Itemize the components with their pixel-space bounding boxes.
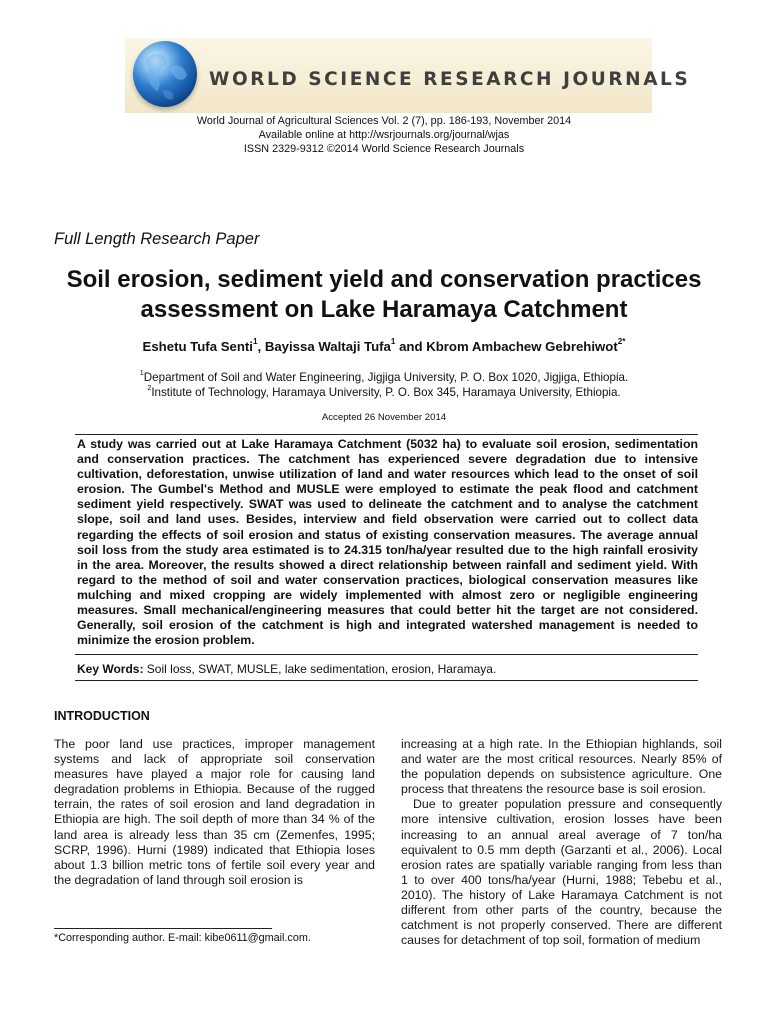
paper-type: Full Length Research Paper (54, 230, 260, 248)
journal-volume-line: World Journal of Agricultural Sciences Vol. 2 (7), pp. 186-193, November 2014 (196, 115, 572, 127)
keywords (77, 662, 698, 676)
journal-url-line[interactable]: Available online at http://wsrjournals.org/journal/wjas (258, 129, 510, 141)
author-affiliation-marker: 2* (617, 337, 626, 347)
author-name: Eshetu Tufa Senti (142, 339, 253, 354)
author-affiliation-marker: 1 (390, 337, 396, 347)
globe-icon (133, 41, 197, 107)
keywords-top-rule (75, 654, 698, 655)
intro-right-column (401, 737, 722, 948)
journal-issn-line: ISSN 2329-9312 ©2014 World Science Research Journals (243, 143, 525, 155)
intro-paragraph: The poor land use practices, improper management systems and lack of appropriate soil conservation measures have played a major role for causing land degradation problems in Ethiopia. Because of the rugged terrain, the rates of soil erosion and land degradation in Ethiopia are high. The soil depth of more than 34 % of the land area is already less than 35 cm (Zemenfes, 1995; SCRP, 1996). Hurni (1989) indicated that Ethiopia loses about 1.3 billion metric tons of fertile soil every year and the degradation of land through soil erosion is (54, 737, 375, 887)
author-name: Bayissa Waltaji Tufa (264, 339, 391, 354)
keywords-bottom-rule (75, 680, 698, 681)
intro-left-column (54, 737, 375, 888)
section-heading: INTRODUCTION (54, 709, 150, 723)
author-list (0, 339, 768, 354)
keywords-text: Soil loss, SWAT, MUSLE, lake sedimentation, erosion, Haramaya. (143, 662, 497, 676)
affiliations (0, 368, 768, 400)
author-affiliation-marker: 1 (252, 337, 258, 347)
intro-paragraph: Due to greater population pressure and consequently more intensive cultivation, erosion losses have been increasing to an annual areal average of 7 ton/ha equivalent to 0.5 mm depth (Garzanti et al., 2006). Local erosion rates are spatially variable ranging from less than 1 to over 400 tons/ha/year (Hurni, 1988; Tebebu et al., 2010). The history of Lake Haramaya Catchment is not different from other parts of the country, because the catchment is not properly conserved. There are different causes for detachment of top soil, formation of medium (401, 797, 722, 948)
intro-paragraph: increasing at a high rate. In the Ethiopian highlands, soil and water are the most critical resources. Nearly 85% of the population depends on subsistence agriculture. One process that threatens the resource base is soil erosion. (401, 737, 722, 797)
author-name: Kbrom Ambachew Gebrehiwot (426, 339, 618, 354)
keywords-label: Key Words: (77, 662, 144, 676)
author-separator: and (395, 339, 427, 354)
accepted-date: Accepted 26 November 2014 (321, 412, 447, 423)
abstract: A study was carried out at Lake Haramaya Catchment (5032 ha) to evaluate soil erosion, sedimentation and conservation practices. The catchment has experienced severe degradation due to intensive cultivation, deforestation, unwise utilization of land and water resources which lead to the onset of soil erosion. The Gumbel's Method and MUSLE were employed to estimate the peak flood and catchment sediment yield respectively. SWAT was used to delineate the catchment and to analyse the catchment slope, soil and land uses. Besides, interview and field observation were carried out to collect data regarding the effects of soil erosion and status of existing conservation measures. The average annual soil loss from the study area estimated is to 24.315 ton/ha/year resulted due to the high rainfall erosivity in the area. Moreover, the results showed a direct relationship between rainfall and sediment yield. With regard to the method of soil and water conservation practices, biological conservation measures like mulching and mixed cropping are widely implemented with almost zero or negligible engineering measures. Small mechanical/engineering measures that could better hit the target are not considered. Generally, soil erosion of the catchment is high and integrated watershed management is needed to minimize the erosion problem. (77, 437, 698, 648)
affiliation-1: $^1$Department of Soil and Water Engineering, Jigjiga University, P. O. Box 1020, Jigjiga, Ethiopia. (139, 368, 629, 384)
affiliation-2: $^2$Institute of Technology, Haramaya University, P. O. Box 345, Haramaya University, Ethiopia. (147, 382, 621, 399)
footnote-rule (54, 928, 272, 929)
corresponding-author-footnote: *Corresponding author. E-mail: kibe0611@gmail.com. (54, 932, 311, 944)
abstract-top-rule (75, 434, 698, 435)
author-separator: , (257, 339, 265, 354)
publisher-name: WORLD SCIENCE RESEARCH JOURNALS (209, 69, 691, 90)
journal-citation (0, 114, 768, 156)
paper-title: Soil erosion, sediment yield and conservation practices assessment on Lake Haramaya Catchment (66, 266, 702, 323)
journal-banner (125, 38, 691, 113)
